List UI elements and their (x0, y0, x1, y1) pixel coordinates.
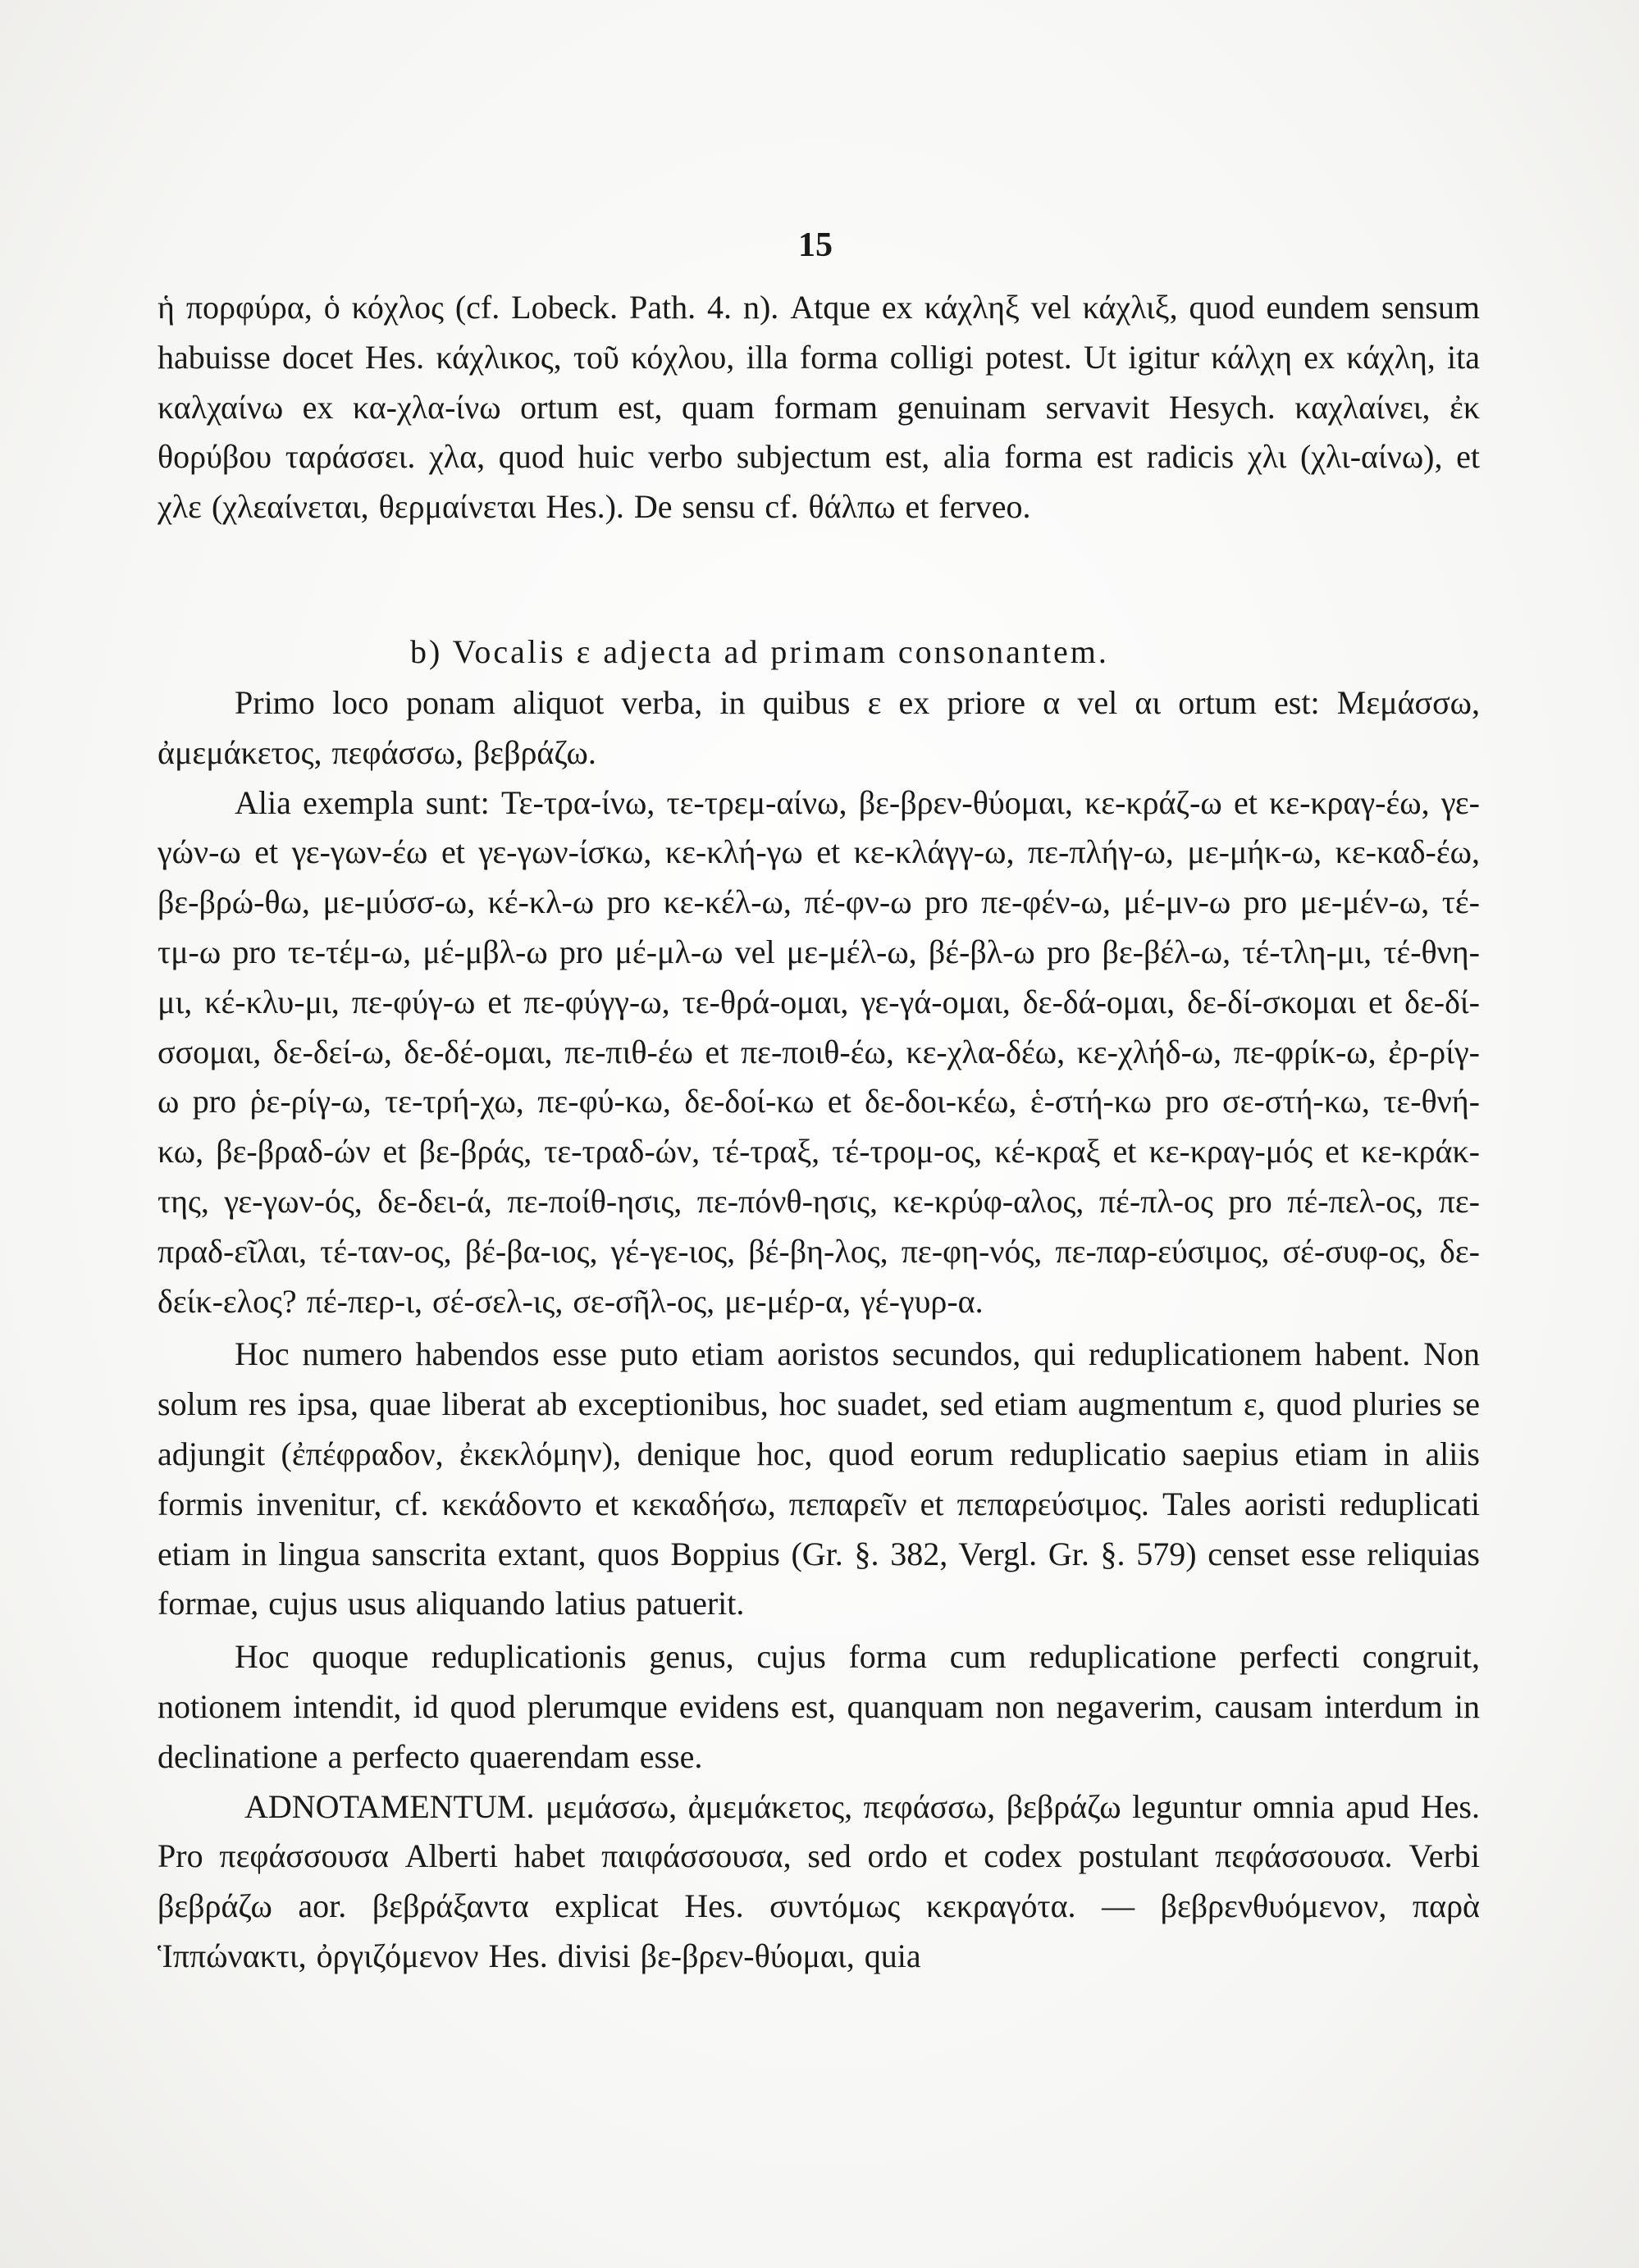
paragraph-alia-exempla: Alia exempla sunt: Τε-τρα-ίνω, τε-τρεμ-αίνω, βε-βρεν-θύομαι, κε-κράζ-ω et κε-κραγ-έω, γε-γών-ω et γε-γων-έω et γε-γων-ίσκω, κε-κλή-γω et κε-κλάγγ-ω, πε-πλήγ-ω, με-μήκ-ω, κε-καδ-έω, βε-βρώ-θω, με-μύσσ-ω, κέ-κλ-ω pro κε-κέλ-ω, πέ-φν-ω pro πε-φέν-ω, μέ-μν-ω pro με-μέν-ω, τέ-τμ-ω pro τε-τέμ-ω, μέ-μβλ-ω pro μέ-μλ-ω vel με-μέλ-ω, βέ-βλ-ω pro βε-βέλ-ω, τέ-τλη-μι, τέ-θνη-μι, κέ-κλυ-μι, πε-φύγ-ω et πε-φύγγ-ω, τε-θρά-ομαι, γε-γά-ομαι, δε-δά-ομαι, δε-δί-σκομαι et δε-δί-σσομαι, δε-δεί-ω, δε-δέ-ομαι, πε-πιθ-έω et πε-ποιθ-έω, κε-χλα-δέω, κε-χλήδ-ω, πε-φρίκ-ω, ἐρ-ρίγ-ω pro ῥε-ρίγ-ω, τε-τρή-χω, πε-φύ-κω, δε-δοί-κω et δε-δοι-κέω, ἑ-στή-κω pro σε-στή-κω, τε-θνή-κω, βε-βραδ-ών et βε-βράς, τε-τραδ-ών, τέ-τραξ, τέ-τρομ-ος, κέ-κραξ et κε-κραγ-μός et κε-κράκ-της, γε-γων-ός, δε-δει-ά, πε-ποίθ-ησις, πε-πόνθ-ησις, κε-κρύφ-αλος, πέ-πλ-ος pro πέ-πελ-ος, πε-πραδ-εῖλαι, τέ-ταν-ος, βέ-βα-ιος, γέ-γε-ιος, βέ-βη-λος, πε-φη-νός, πε-παρ-εύσιμος, σέ-συφ-ος, δε-δείκ-ελος? πέ-περ-ι, σέ-σελ-ις, σε-σῆλ-ος, με-μέρ-α, γέ-γυρ-α. (158, 783, 1480, 1320)
text-block-top (158, 283, 1480, 532)
page-number: 15 (798, 226, 833, 264)
paragraph-continuation: ἡ πορφύρα, ὁ κόχλος (cf. Lobeck. Path. 4. n). Atque ex κάχληξ vel κάχλιξ, quod eundem sensum habuisse docet Hes. κάχλικος, τοῦ κόχλου, illa forma colligi potest. Ut igitur κάλχη ex κάχλη, ita καλχαίνω ex κα-χλα-ίνω ortum est, quam formam genuinam servavit Hesych. καχλαίνει, ἐκ θορύβου ταράσσει. χλα, quod huic verbo subjectum est, alia forma est radicis χλι (χλι-αίνω), et χλε (χλεαίνεται, θερμαίνεται Hes.). De sensu cf. θάλπω et ferveo. (158, 289, 1480, 526)
section-heading: b) Vocalis ε adjecta ad primam consonantem. (410, 633, 1109, 670)
paragraph-primo-loco: Primo loco ponam aliquot verba, in quibus ε ex priore α vel αι ortum est: Μεμάσσω, ἀμεμάκετος, πεφάσσω, βεβράζω. (158, 684, 1480, 771)
text-block-main (158, 678, 1480, 1982)
paragraph-aoristi: Hoc numero habendos esse puto etiam aoristos secundos, qui reduplicationem habent. Non solum res ipsa, quae liberat ab exceptionibus, hoc suadet, sed etiam augmentum ε, quod pluries se adjungit (ἐπέφραδον, ἐκεκλόμην), denique hoc, quod eorum reduplicatio saepius etiam in aliis formis invenitur, cf. κεκάδοντο et κεκαδήσω, πεπαρεῖν et πεπαρεύσιμος. Tales aoristi reduplicati etiam in lingua sanscrita extant, quos Boppius (Gr. §. 382, Vergl. Gr. §. 579) censet esse reliquias formae, cujus usus aliquando latius patuerit. (158, 1335, 1480, 1622)
paragraph-adnotamentum: ADNOTAMENTUM. μεμάσσω, ἀμεμάκετος, πεφάσσω, βεβράζω leguntur omnia apud Hes. Pro πεφάσσουσα Alberti habet παιφάσσουσα, sed ordo et codex postulant πεφάσσουσα. Verbi βεβράζω aor. βεβράξαντα explicat Hes. συντόμως κεκραγότα. — βεβρενθυόμενον, παρὰ Ἱππώνακτι, ὀργιζόμενον Hes. divisi βε-βρεν-θύομαι, quia (158, 1787, 1480, 1974)
paragraph-reduplicationis-genus: Hoc quoque reduplicationis genus, cujus forma cum reduplicatione perfecti congruit, notionem intendit, id quod plerumque evidens est, quanquam non negaverim, causam interdum in declinatione a perfecto quaerendam esse. (158, 1638, 1480, 1775)
